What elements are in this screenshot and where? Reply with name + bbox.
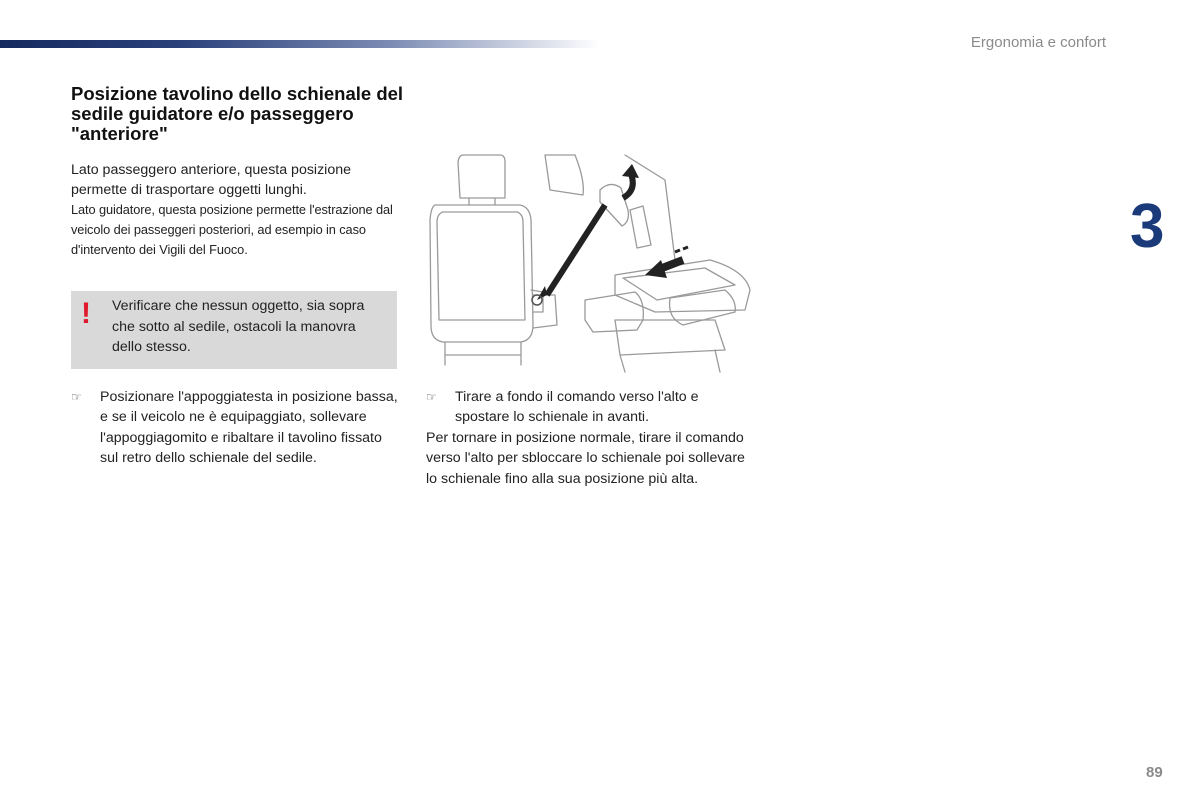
step-1-text: Posizionare l'appoggiatesta in posizione bassa, e se il veicolo ne è equipaggiato, sollevare l'appoggiagomito e ribaltare il tavolino fissato sul retro dello schienale del sedile. [100,389,398,466]
header-bar [0,40,600,48]
section-title: Ergonomia e confort [970,34,1106,51]
seat-illustration [425,150,755,375]
chapter-number: 3 [1130,192,1165,261]
page-number: 89 [1146,764,1163,781]
step-1 [71,387,401,468]
exclamation-icon: ! [81,297,91,330]
step-2-text: Tirare a fondo il comando verso l'alto e spostare lo schienale in avanti. [455,389,699,426]
pointing-hand-icon: ☞ [71,390,82,404]
intro-block [71,160,406,260]
intro-passenger: Lato passeggero anteriore, questa posizione permette di trasportare oggetti lunghi. [71,162,352,198]
article-title: Posizione tavolino dello schienale del sedile guidatore e/o passeggero "anteriore" [71,83,404,144]
step-2 [426,387,756,428]
pointing-hand-icon: ☞ [426,390,437,404]
return-instructions: Per tornare in posizione normale, tirare il comando verso l'alto per sbloccare lo schienale poi sollevare lo schienale fino alla sua posizione più alta. [426,430,745,487]
warning-box [71,291,397,369]
intro-driver: Lato guidatore, questa posizione permette l'estrazione dal veicolo dei passeggeri posteriori, ad esempio in caso d'intervento dei Vigili del Fuoco. [71,202,393,257]
warning-text: Verificare che nessun oggetto, sia sopra che sotto al sedile, ostacoli la manovra dello stesso. [112,298,365,355]
